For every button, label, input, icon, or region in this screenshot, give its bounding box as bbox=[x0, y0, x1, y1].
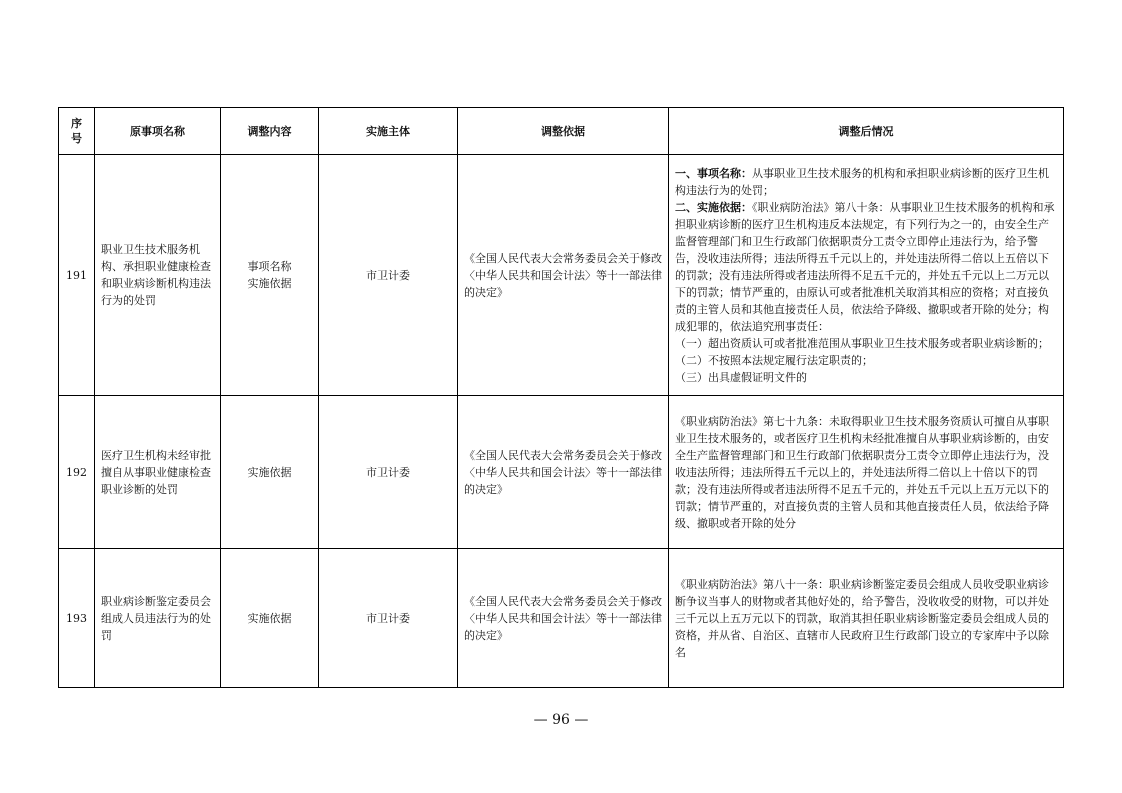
result-item: （三）出具虚假证明文件的 bbox=[675, 370, 807, 384]
result-item: （二）不按照本法规定履行法定职责的； bbox=[675, 353, 873, 367]
adjustment-item: 事项名称 bbox=[247, 260, 292, 273]
table-row bbox=[59, 549, 1064, 688]
result-basis bbox=[675, 199, 1057, 335]
row-index: 191 bbox=[59, 155, 95, 396]
row-original-name: 职业卫生技术服务机构、承担职业健康检查和职业病诊断机构违法行为的处罚 bbox=[95, 155, 221, 396]
adjustment-item: 实施依据 bbox=[247, 611, 292, 625]
row-entity: 市卫计委 bbox=[319, 396, 458, 549]
header-adjustment: 调整内容 bbox=[221, 108, 319, 155]
table-header-row bbox=[59, 108, 1064, 155]
row-adjustment bbox=[221, 396, 319, 549]
adjustment-table bbox=[58, 107, 1064, 688]
table-row bbox=[59, 155, 1064, 396]
row-result: 《职业病防治法》第八十一条：职业病诊断鉴定委员会组成人员收受职业病诊断争议当事人的财物或者其他好处的，给予警告，没收收受的财物，可以并处三千元以上五万元以下的罚款，取消其担任职业病诊断鉴定委员会组成人员的资格，并从省、自治区、直辖市人民政府卫生行政部门设立的专家库中予以除名 bbox=[669, 549, 1064, 688]
adjustment-item: 实施依据 bbox=[247, 465, 292, 479]
result-name-text: 从事职业卫生技术服务的机构和承担职业病诊断的医疗卫生机构违法行为的处罚； bbox=[675, 166, 1049, 197]
row-entity: 市卫计委 bbox=[319, 155, 458, 396]
header-entity: 实施主体 bbox=[319, 108, 458, 155]
row-original-name: 职业病诊断鉴定委员会组成人员违法行为的处罚 bbox=[95, 549, 221, 688]
page-number: — 96 — bbox=[533, 712, 589, 728]
header-result: 调整后情况 bbox=[669, 108, 1064, 155]
result-name bbox=[675, 165, 1057, 199]
row-result: 《职业病防治法》第七十九条：未取得职业卫生技术服务资质认可擅自从事职业卫生技术服务的，或者医疗卫生机构未经批准擅自从事职业病诊断的，由安全生产监督管理部门和卫生行政部门依据职责分工责令立即停止违法行为，没收违法所得；违法所得五千元以上的，并处违法所得二倍以上十倍以下的罚款；没有违法所得或者违法所得不足五千元的，并处五千元以上五万元以下的罚款；情节严重的，对直接负责的主管人员和其他直接责任人员，依法给予降级、撤职或者开除的处分 bbox=[669, 396, 1064, 549]
row-adjustment bbox=[221, 155, 319, 396]
row-entity: 市卫计委 bbox=[319, 549, 458, 688]
row-original-name: 医疗卫生机构未经审批擅自从事职业健康检查职业诊断的处罚 bbox=[95, 396, 221, 549]
row-basis: 《全国人民代表大会常务委员会关于修改〈中华人民共和国会计法〉等十一部法律的决定》 bbox=[458, 549, 669, 688]
header-original-name: 原事项名称 bbox=[95, 108, 221, 155]
result-basis-label: 二、实施依据： bbox=[675, 200, 752, 214]
adjustment-item: 实施依据 bbox=[247, 277, 292, 290]
row-adjustment bbox=[221, 549, 319, 688]
header-basis: 调整依据 bbox=[458, 108, 669, 155]
row-index: 192 bbox=[59, 396, 95, 549]
result-basis-text: 《职业病防治法》第八十条：从事职业卫生技术服务的机构和承担职业病诊断的医疗卫生机构违反本法规定，有下列行为之一的，由安全生产监督管理部门和卫生行政部门依据职责分工责令立即停止违法行为，给予警告，没收违法所得；违法所得五千元以上的，并处违法所得二倍以上五倍以下的罚款；没有违法所得或者违法所得不足五千元的，并处五千元以上二万元以下的罚款；情节严重的，由原认可或者批准机关取消其相应的资格；对直接负责的主管人员和其他直接责任人员，依法给予降级、撤职或者开除的处分；构成犯罪的，依法追究刑事责任： bbox=[675, 200, 1055, 333]
header-index: 序号 bbox=[59, 108, 95, 155]
result-item: （一）超出资质认可或者批准范围从事职业卫生技术服务或者职业病诊断的； bbox=[675, 336, 1049, 350]
row-basis: 《全国人民代表大会常务委员会关于修改〈中华人民共和国会计法〉等十一部法律的决定》 bbox=[458, 396, 669, 549]
row-basis: 《全国人民代表大会常务委员会关于修改〈中华人民共和国会计法〉等十一部法律的决定》 bbox=[458, 155, 669, 396]
table-row bbox=[59, 396, 1064, 549]
row-index: 193 bbox=[59, 549, 95, 688]
result-name-label: 一、事项名称： bbox=[675, 166, 752, 180]
row-result bbox=[669, 155, 1064, 396]
